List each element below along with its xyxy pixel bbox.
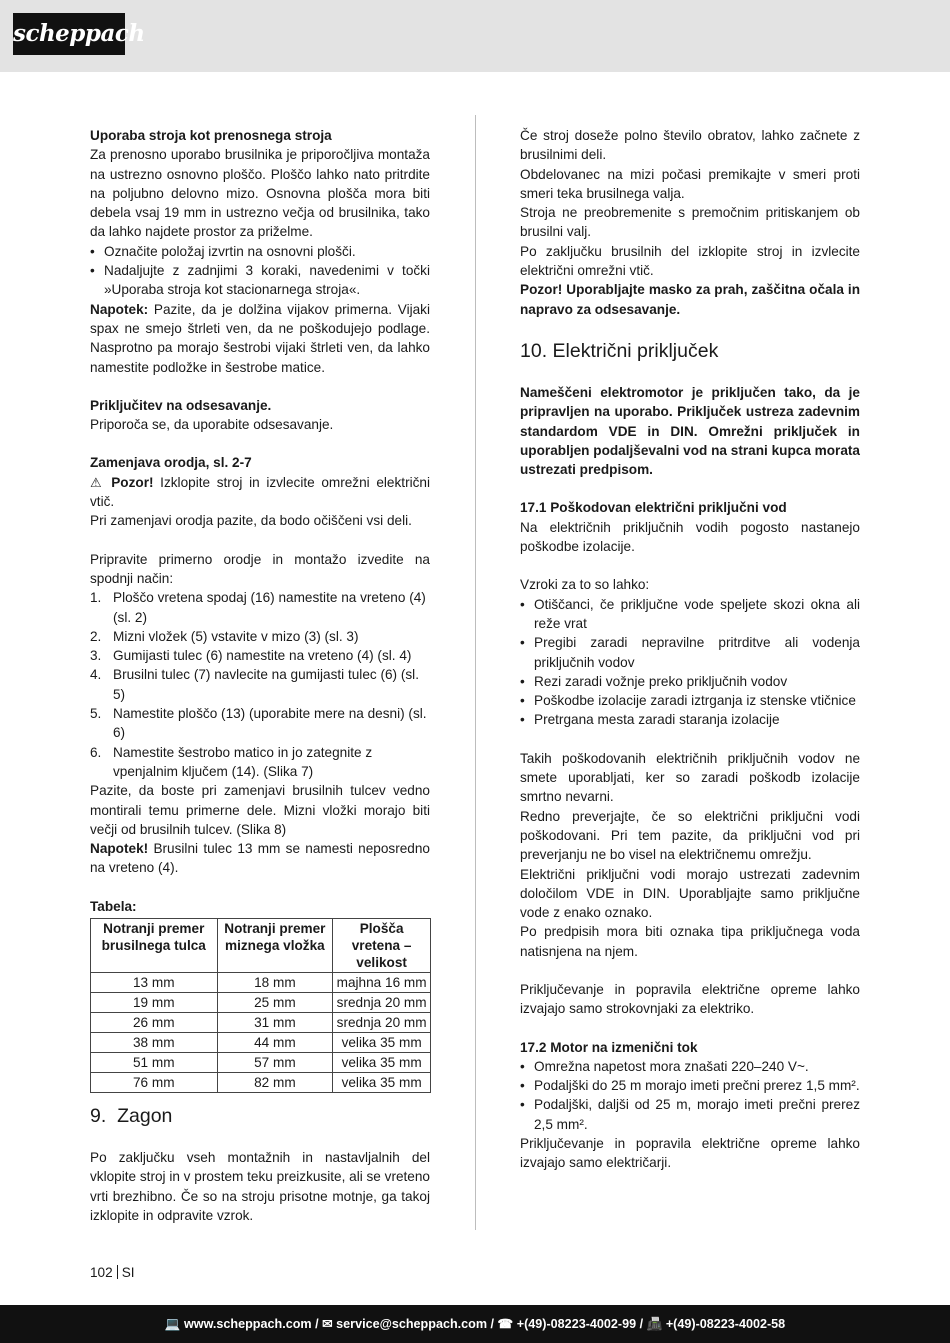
bullet-list	[520, 595, 860, 730]
paragraph: Pazite, da boste pri zamenjavi brusilnih tulcev vedno montirali temu primerne dele. Mizni vložki morajo biti večji od brusilnih tulcev. (Slika 8)	[90, 783, 430, 837]
website-link[interactable]: www.scheppach.com	[183, 1317, 312, 1331]
scheppach-logo: scheppach	[13, 13, 125, 55]
list-item: 1. Ploščo vretena spodaj (16) namestite na vreteno (4) (sl. 2)	[90, 590, 426, 625]
note-label: Napotek:	[90, 301, 149, 317]
paragraph: Po zaključku vseh montažnih in nastavljalnih del vklopite stroj in v prostem teku preizkusite, ali se vreteno vrti brezhibno. Če so na stroju prisotne motnje, ga takoj izklopite in odpravite vzrok.	[90, 1149, 430, 1223]
table-row: 51 mm 57 mm velika 35 mm	[91, 1052, 431, 1072]
email-link[interactable]: service@scheppach.com	[336, 1317, 488, 1331]
paragraph: Obdelovanec na mizi počasi premikajte v smeri proti smeri teka brusilnega valja.	[520, 166, 860, 201]
list-item: • Podaljški do 25 m morajo imeti prečni prerez 1,5 mm².	[520, 1076, 860, 1095]
warning-paragraph: Pozor! Uporabljajte masko za prah, zaščitna očala in napravo za odsesavanje.	[520, 282, 860, 317]
fax-number: +(49)-08223-4002-58	[665, 1317, 786, 1331]
table-label: Tabela:	[90, 898, 137, 914]
page-number: 102 SI	[90, 1265, 135, 1280]
sleeve-size-table	[90, 918, 431, 1093]
paragraph: Po predpisih mora biti oznaka tipa priključnega voda natisnjena na njem.	[520, 924, 860, 959]
list-item: • Rezi zaradi vožnje preko priključnih vodov	[520, 672, 860, 691]
header-band	[0, 0, 950, 72]
paragraph: Priključevanje in popravila električne opreme lahko izvajajo samo električarji.	[520, 1136, 860, 1171]
section-title-tool-change: Zamenjava orodja, sl. 2-7	[90, 455, 252, 471]
table-row: 26 mm 31 mm srednja 20 mm	[91, 1012, 431, 1032]
mail-icon: ✉	[322, 1317, 333, 1331]
table-header-cell: Notranji premer miznega vložka	[217, 918, 333, 972]
section-title-extraction: Priključitev na odsesavanje.	[90, 397, 272, 413]
note-text: Pazite, da je dolžina vijakov primerna. Vijaki spax ne smejo štrleti ven, da ne poškodujejo podlage. Nasprotno pa morajo šestrobi vijaki štrleti ven, da lahko namestite podložke in šestrobe matice.	[90, 301, 430, 375]
table-header-row	[91, 918, 431, 972]
note-text: Brusilni tulec 13 mm se namesti neposredno na vreteno (4).	[90, 841, 430, 876]
paragraph: Pri zamenjavi orodja pazite, da bodo očiščeni vsi deli.	[90, 513, 412, 529]
fax-icon: 📠	[646, 1317, 663, 1331]
warning-paragraph	[90, 473, 430, 512]
bullet-list	[90, 242, 430, 300]
section-title-portable: Uporaba stroja kot prenosnega stroja	[90, 128, 332, 143]
note-paragraph	[90, 300, 430, 377]
paragraph: Pripravite primerno orodje in montažo izvedite na spodnji način:	[90, 551, 430, 586]
computer-icon: 💻	[164, 1317, 181, 1331]
list-item: • Omrežna napetost mora znašati 220–240 V~.	[520, 1057, 860, 1076]
warning-label: Pozor!	[111, 474, 154, 490]
list-item: • Pretrgana mesta zaradi staranja izolacije	[520, 710, 860, 729]
column-divider	[475, 115, 476, 1230]
list-item: • Poškodbe izolacije zaradi iztrganja iz stenske vtičnice	[520, 691, 860, 710]
right-column	[520, 126, 860, 1173]
table-header-cell: Notranji premer brusilnega tulca	[91, 918, 218, 972]
list-item: • Nadaljujte z zadnjimi 3 koraki, navedenimi v točki »Uporaba stroja kot stacionarnega stroja«.	[90, 261, 430, 300]
warning-icon: ⚠	[90, 474, 105, 490]
phone-number: +(49)-08223-4002-99	[516, 1317, 637, 1331]
left-column	[90, 126, 430, 1225]
section-title-damaged-cable: 17.1 Poškodovan električni priključni vod	[520, 500, 787, 516]
warning-text: Izklopite stroj in izvlecite omrežni električni vtič.	[90, 474, 430, 510]
list-item: 5. Namestite ploščo (13) (uporabite mere na desni) (sl. 6)	[90, 706, 427, 741]
section-title-ac-motor: 17.2 Motor na izmenični tok	[520, 1039, 698, 1055]
paragraph: Električni priključni vodi morajo ustrezati zadevnim določilom VDE in DIN. Uporabljajte samo priključne vode z enako oznako.	[520, 866, 860, 921]
table-row: 19 mm 25 mm srednja 20 mm	[91, 992, 431, 1012]
list-item: 2. Mizni vložek (5) vstavite v mizo (3) (sl. 3)	[90, 628, 359, 644]
note-label: Napotek!	[90, 841, 149, 857]
list-item: 6. Namestite šestrobo matico in jo zategnite z vpenjalnim ključem (14). (Slika 7)	[90, 744, 373, 779]
paragraph: Priporoča se, da uporabite odsesavanje.	[90, 417, 334, 433]
list-item: • Otiščanci, če priključne vode speljete skozi okna ali reže vrat	[520, 595, 860, 634]
phone-icon: ☎	[497, 1317, 514, 1331]
paragraph: Priključevanje in popravila električne opreme lahko izvajajo samo strokovnjaki za elektriko.	[520, 981, 860, 1017]
list-item: • Pregibi zaradi nepravilne pritrditve ali vodenja priključnih vodov	[520, 633, 860, 672]
heading-startup: 9. Zagon	[90, 1104, 173, 1127]
paragraph: Na električnih priključnih vodih pogosto nastanejo poškodbe izolacije.	[520, 519, 860, 555]
heading-electrical: 10. Električni priključek	[520, 339, 719, 362]
paragraph: Vzroki za to so lahko:	[520, 577, 650, 593]
footer-bar: 💻 www.scheppach.com / ✉ service@scheppach.com / ☎ +(49)-08223-4002-99 / 📠 +(49)-08223-4002-58	[0, 1305, 950, 1343]
list-item: 3. Gumijasti tulec (6) namestite na vreteno (4) (sl. 4)	[90, 648, 412, 664]
list-item: 4. Brusilni tulec (7) navlecite na gumijasti tulec (6) (sl. 5)	[90, 667, 419, 702]
table-row: 38 mm 44 mm velika 35 mm	[91, 1032, 431, 1052]
paragraph: Redno preverjajte, če so električni priključni vodi poškodovani. Pri tem pazite, da priključni vod pri preverjanju ne bo visel na električnemu omrežju.	[520, 808, 860, 863]
paragraph: Če stroj doseže polno število obratov, lahko začnete z brusilnimi deli.	[520, 128, 860, 163]
table-row: 13 mm 18 mm majhna 16 mm	[91, 972, 431, 992]
bullet-list	[520, 1057, 860, 1134]
note-paragraph	[90, 839, 430, 878]
intro-paragraph: Nameščeni elektromotor je priključen tako, da je pripravljen na uporabo. Priključek ustreza zadevnim standardom VDE in DIN. Omrežni priključek in uporabljen podaljševalni vod na strani kupca morata ustrezati predpisom.	[520, 384, 860, 478]
list-item: • Podaljški, daljši od 25 m, morajo imeti prečni prerez 2,5 mm².	[520, 1095, 860, 1134]
steps-list	[90, 588, 430, 781]
table-row: 76 mm 82 mm velika 35 mm	[91, 1072, 431, 1092]
paragraph: Po zaključku brusilnih del izklopite stroj in izvlecite električni omrežni vtič.	[520, 243, 860, 279]
paragraph: Takih poškodovanih električnih priključnih vodov ne smete uporabljati, ker so zaradi poškodb izolacije smrtno nevarni.	[520, 750, 860, 805]
paragraph: Stroja ne preobremenite s premočnim pritiskanjem ob brusilni valj.	[520, 205, 860, 240]
list-item: • Označite položaj izvrtin na osnovni plošči.	[90, 242, 430, 261]
table-header-cell: Plošča vretena – velikost	[333, 918, 431, 972]
paragraph: Za prenosno uporabo brusilnika je priporočljiva montaža na ustrezno osnovno ploščo. Ploščo lahko nato pritrdite na poljubno delovno mizo. Osnovna plošča mora biti debela vsaj 19 mm in ustrezno večja od brusilnika, tako da lahko najdete prostor za priželme.	[90, 147, 430, 240]
